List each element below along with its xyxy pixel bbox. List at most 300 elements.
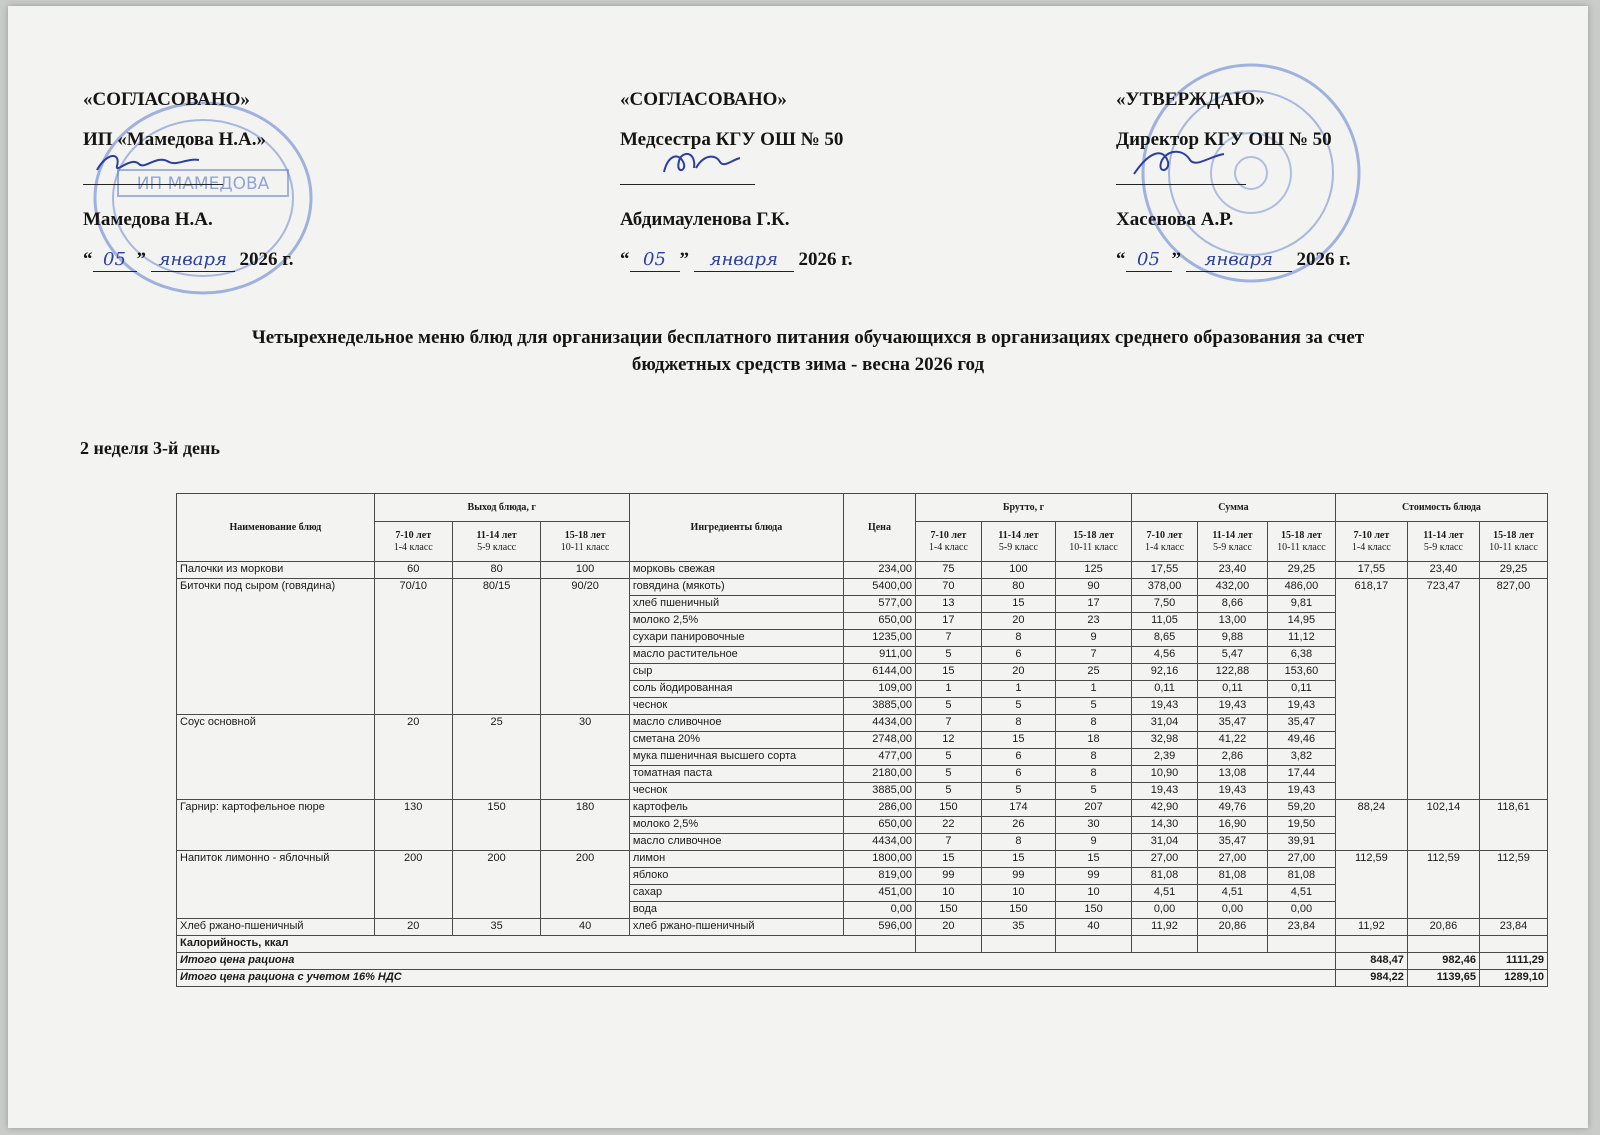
- ingredient-name: говядина (мякоть): [629, 579, 843, 596]
- empty-cell: [1055, 936, 1131, 953]
- sum-value: 81,08: [1197, 868, 1267, 885]
- sum-value: 11,12: [1267, 630, 1335, 647]
- brutto-value: 35: [981, 919, 1055, 936]
- empty-cell: [1335, 936, 1407, 953]
- table-row: [177, 919, 1548, 936]
- sum-value: 31,04: [1132, 715, 1198, 732]
- dish-cost: 20,86: [1407, 919, 1479, 936]
- sum-value: 19,43: [1132, 783, 1198, 800]
- total-value: 984,22: [1335, 970, 1407, 987]
- approval-block-2: [620, 80, 853, 280]
- brutto-value: 10: [981, 885, 1055, 902]
- sum-value: 432,00: [1197, 579, 1267, 596]
- approval-label: «УТВЕРЖДАЮ»: [1116, 89, 1265, 110]
- table-row: [177, 800, 1548, 817]
- sum-value: 0,11: [1267, 681, 1335, 698]
- calories-row: [177, 936, 1548, 953]
- ingredient-price: 4434,00: [843, 834, 915, 851]
- ingredient-price: 819,00: [843, 868, 915, 885]
- ingredient-name: соль йодированная: [629, 681, 843, 698]
- sum-value: 19,50: [1267, 817, 1335, 834]
- sum-value: 5,47: [1197, 647, 1267, 664]
- sum-value: 0,11: [1197, 681, 1267, 698]
- ingredient-name: картофель: [629, 800, 843, 817]
- sum-value: 41,22: [1197, 732, 1267, 749]
- signature-mark: [87, 144, 207, 180]
- sum-value: 153,60: [1267, 664, 1335, 681]
- age-range: 11-14 лет: [476, 529, 517, 541]
- dish-output: 40: [541, 919, 630, 936]
- brutto-value: 150: [915, 902, 981, 919]
- ingredient-name: масло сливочное: [629, 715, 843, 732]
- ingredient-name: хлеб ржано-пшеничный: [629, 919, 843, 936]
- approval-org: Директор КГУ ОШ № 50: [1116, 129, 1332, 150]
- brutto-value: 15: [981, 596, 1055, 613]
- sum-value: 27,00: [1132, 851, 1198, 868]
- sum-value: 59,20: [1267, 800, 1335, 817]
- brutto-value: 20: [981, 664, 1055, 681]
- class-range: 1-4 класс: [393, 541, 433, 553]
- ingredient-name: морковь свежая: [629, 562, 843, 579]
- brutto-value: 17: [915, 613, 981, 630]
- dish-name: Напиток лимонно - яблочный: [177, 851, 375, 919]
- ingredient-name: чеснок: [629, 698, 843, 715]
- table-row: [177, 579, 1548, 596]
- sum-value: 122,88: [1197, 664, 1267, 681]
- brutto-value: 90: [1055, 579, 1131, 596]
- header-output: Выход блюда, г: [374, 494, 629, 522]
- ingredient-price: 1800,00: [843, 851, 915, 868]
- date-month: января: [694, 249, 794, 272]
- sum-value: 31,04: [1132, 834, 1198, 851]
- brutto-value: 30: [1055, 817, 1131, 834]
- sum-value: 16,90: [1197, 817, 1267, 834]
- dish-output: 25: [452, 715, 541, 800]
- total-value: 1111,29: [1479, 953, 1547, 970]
- ingredient-name: хлеб пшеничный: [629, 596, 843, 613]
- approval-org: ИП «Мамедова Н.А.»: [83, 129, 267, 150]
- header-age-group: [541, 522, 630, 562]
- sum-value: 11,05: [1132, 613, 1198, 630]
- age-range: 11-14 лет: [998, 529, 1039, 541]
- dish-output: 130: [374, 800, 452, 851]
- class-range: 1-4 класс: [1351, 541, 1391, 553]
- ingredient-name: чеснок: [629, 783, 843, 800]
- approval-label: «СОГЛАСОВАНО»: [620, 89, 787, 110]
- brutto-value: 150: [915, 800, 981, 817]
- approval-label: «СОГЛАСОВАНО»: [83, 89, 250, 110]
- dish-cost: 11,92: [1335, 919, 1407, 936]
- dish-cost: 17,55: [1335, 562, 1407, 579]
- header-age-group: [1132, 522, 1198, 562]
- sum-value: 19,43: [1267, 783, 1335, 800]
- header-age-group: [1335, 522, 1407, 562]
- age-range: 11-14 лет: [1212, 529, 1253, 541]
- dish-output: 200: [452, 851, 541, 919]
- sum-value: 0,00: [1267, 902, 1335, 919]
- sum-value: 378,00: [1132, 579, 1198, 596]
- dish-cost: 88,24: [1335, 800, 1407, 851]
- age-range: 15-18 лет: [1073, 529, 1114, 541]
- class-range: 5-9 класс: [1212, 541, 1252, 553]
- ingredient-price: 650,00: [843, 613, 915, 630]
- quote-close: ”: [679, 249, 689, 270]
- ingredient-name: сыр: [629, 664, 843, 681]
- brutto-value: 9: [1055, 834, 1131, 851]
- brutto-value: 7: [915, 630, 981, 647]
- empty-cell: [915, 936, 981, 953]
- empty-cell: [981, 936, 1055, 953]
- dish-cost: 118,61: [1479, 800, 1547, 851]
- sum-value: 19,43: [1267, 698, 1335, 715]
- brutto-value: 5: [915, 783, 981, 800]
- header-age-group: [1267, 522, 1335, 562]
- brutto-value: 20: [981, 613, 1055, 630]
- brutto-value: 100: [981, 562, 1055, 579]
- sum-value: 0,00: [1197, 902, 1267, 919]
- ingredient-price: 2180,00: [843, 766, 915, 783]
- dish-output: 80: [452, 562, 541, 579]
- sum-value: 0,00: [1132, 902, 1198, 919]
- empty-cell: [1407, 936, 1479, 953]
- stamp-1-text: ИП МАМЕДОВА: [136, 174, 270, 194]
- ingredient-price: 451,00: [843, 885, 915, 902]
- sum-value: 9,88: [1197, 630, 1267, 647]
- header-ingredients: Ингредиенты блюда: [629, 494, 843, 562]
- dish-cost: 112,59: [1335, 851, 1407, 919]
- brutto-value: 5: [981, 698, 1055, 715]
- ingredient-price: 286,00: [843, 800, 915, 817]
- dish-cost: 112,59: [1479, 851, 1547, 919]
- dish-cost: 618,17: [1335, 579, 1407, 800]
- age-range: 15-18 лет: [1281, 529, 1322, 541]
- ingredient-price: 1235,00: [843, 630, 915, 647]
- table-row: [177, 851, 1548, 868]
- dish-output: 70/10: [374, 579, 452, 715]
- sum-value: 14,95: [1267, 613, 1335, 630]
- ingredient-name: сахар: [629, 885, 843, 902]
- sum-value: 0,11: [1132, 681, 1198, 698]
- total-row: [177, 953, 1548, 970]
- signature-line: [1116, 166, 1246, 185]
- calories-label: Калорийность, ккал: [177, 936, 916, 953]
- sum-value: 17,55: [1132, 562, 1198, 579]
- brutto-value: 15: [915, 851, 981, 868]
- header-dish: Наименование блюд: [177, 494, 375, 562]
- brutto-value: 10: [915, 885, 981, 902]
- sum-value: 35,47: [1197, 715, 1267, 732]
- age-range: 7-10 лет: [395, 529, 432, 541]
- ingredient-price: 234,00: [843, 562, 915, 579]
- quote-close: ”: [136, 249, 146, 270]
- ingredient-price: 477,00: [843, 749, 915, 766]
- date-day: 05: [630, 249, 680, 272]
- brutto-value: 80: [981, 579, 1055, 596]
- sum-value: 92,16: [1132, 664, 1198, 681]
- brutto-value: 99: [981, 868, 1055, 885]
- brutto-value: 150: [981, 902, 1055, 919]
- sum-value: 2,86: [1197, 749, 1267, 766]
- total-value: 982,46: [1407, 953, 1479, 970]
- brutto-value: 25: [1055, 664, 1131, 681]
- dish-cost: 29,25: [1479, 562, 1547, 579]
- sum-value: 2,39: [1132, 749, 1198, 766]
- sum-value: 81,08: [1267, 868, 1335, 885]
- total-vat-row: [177, 970, 1548, 987]
- ingredient-price: 2748,00: [843, 732, 915, 749]
- brutto-value: 5: [915, 698, 981, 715]
- brutto-value: 70: [915, 579, 981, 596]
- ingredient-price: 911,00: [843, 647, 915, 664]
- dish-name: Палочки из моркови: [177, 562, 375, 579]
- approval-org: Медсестра КГУ ОШ № 50: [620, 129, 844, 150]
- header-age-group: [1055, 522, 1131, 562]
- brutto-value: 8: [1055, 715, 1131, 732]
- brutto-value: 75: [915, 562, 981, 579]
- brutto-value: 15: [1055, 851, 1131, 868]
- sum-value: 19,43: [1197, 783, 1267, 800]
- sum-value: 35,47: [1197, 834, 1267, 851]
- dish-cost: 827,00: [1479, 579, 1547, 800]
- date-month: января: [151, 249, 235, 272]
- ingredient-name: сметана 20%: [629, 732, 843, 749]
- ingredient-price: 109,00: [843, 681, 915, 698]
- sum-value: 19,43: [1197, 698, 1267, 715]
- dish-output: 90/20: [541, 579, 630, 715]
- signature-line: [83, 166, 223, 185]
- ingredient-name: масло сливочное: [629, 834, 843, 851]
- total-label: Итого цена рациона с учетом 16% НДС: [177, 970, 1336, 987]
- brutto-value: 99: [915, 868, 981, 885]
- empty-cell: [1267, 936, 1335, 953]
- sum-value: 10,90: [1132, 766, 1198, 783]
- approval-name: Абдимауленова Г.К.: [620, 209, 790, 230]
- dish-output: 200: [374, 851, 452, 919]
- header-age-group: [1407, 522, 1479, 562]
- sum-value: 4,56: [1132, 647, 1198, 664]
- brutto-value: 150: [1055, 902, 1131, 919]
- class-range: 10-11 класс: [560, 541, 610, 553]
- document-sheet: [8, 6, 1588, 1128]
- sum-value: 49,76: [1197, 800, 1267, 817]
- ingredient-name: мука пшеничная высшего сорта: [629, 749, 843, 766]
- brutto-value: 8: [981, 715, 1055, 732]
- ingredient-price: 4434,00: [843, 715, 915, 732]
- dish-output: 35: [452, 919, 541, 936]
- dish-output: 150: [452, 800, 541, 851]
- ingredient-price: 0,00: [843, 902, 915, 919]
- brutto-value: 8: [1055, 749, 1131, 766]
- total-label: Итого цена рациона: [177, 953, 1336, 970]
- dish-output: 100: [541, 562, 630, 579]
- sum-value: 81,08: [1132, 868, 1198, 885]
- sum-value: 7,50: [1132, 596, 1198, 613]
- brutto-value: 5: [1055, 783, 1131, 800]
- approval-block-1: [83, 80, 294, 280]
- sum-value: 13,00: [1197, 613, 1267, 630]
- approval-name: Хасенова А.Р.: [1116, 209, 1234, 230]
- brutto-value: 13: [915, 596, 981, 613]
- brutto-value: 7: [1055, 647, 1131, 664]
- brutto-value: 5: [981, 783, 1055, 800]
- brutto-value: 1: [915, 681, 981, 698]
- ingredient-price: 650,00: [843, 817, 915, 834]
- class-range: 10-11 класс: [1489, 541, 1538, 553]
- signature-line: [620, 166, 755, 185]
- header-age-group: [1197, 522, 1267, 562]
- header-age-group: [374, 522, 452, 562]
- ingredient-price: 596,00: [843, 919, 915, 936]
- ingredient-name: томатная паста: [629, 766, 843, 783]
- sum-value: 4,51: [1132, 885, 1198, 902]
- quote-close: ”: [1171, 249, 1181, 270]
- table-row: [177, 562, 1548, 579]
- brutto-value: 20: [915, 919, 981, 936]
- dish-cost: 723,47: [1407, 579, 1479, 800]
- sum-value: 42,90: [1132, 800, 1198, 817]
- ingredient-name: молоко 2,5%: [629, 817, 843, 834]
- brutto-value: 174: [981, 800, 1055, 817]
- sum-value: 486,00: [1267, 579, 1335, 596]
- sum-value: 23,40: [1197, 562, 1267, 579]
- quote-open: “: [83, 249, 93, 270]
- approval-name: Мамедова Н.А.: [83, 209, 213, 230]
- date-year: 2026 г.: [239, 249, 294, 270]
- brutto-value: 8: [1055, 766, 1131, 783]
- brutto-value: 5: [915, 647, 981, 664]
- class-range: 1-4 класс: [928, 541, 968, 553]
- title-line-1: Четырехнедельное меню блюд для организации бесплатного питания обучающихся в организациях среднего образования за счет: [251, 327, 1365, 348]
- age-range: 7-10 лет: [1146, 529, 1183, 541]
- sum-value: 20,86: [1197, 919, 1267, 936]
- dish-output: 200: [541, 851, 630, 919]
- sum-value: 8,66: [1197, 596, 1267, 613]
- header-price: Цена: [843, 494, 915, 562]
- brutto-value: 207: [1055, 800, 1131, 817]
- ingredient-name: лимон: [629, 851, 843, 868]
- ingredient-price: 6144,00: [843, 664, 915, 681]
- age-range: 7-10 лет: [1353, 529, 1390, 541]
- dish-output: 30: [541, 715, 630, 800]
- sum-value: 49,46: [1267, 732, 1335, 749]
- dish-output: 20: [374, 715, 452, 800]
- empty-cell: [1197, 936, 1267, 953]
- brutto-value: 8: [981, 834, 1055, 851]
- menu-table: [176, 493, 1548, 987]
- brutto-value: 10: [1055, 885, 1131, 902]
- sum-value: 32,98: [1132, 732, 1198, 749]
- ingredient-price: 3885,00: [843, 783, 915, 800]
- date-day: 05: [93, 249, 137, 272]
- total-value: 848,47: [1335, 953, 1407, 970]
- title-line-2: бюджетных средств зима - весна 2026 год: [631, 354, 985, 375]
- brutto-value: 23: [1055, 613, 1131, 630]
- brutto-value: 1: [1055, 681, 1131, 698]
- ingredient-price: 577,00: [843, 596, 915, 613]
- empty-cell: [1479, 936, 1547, 953]
- document-title: [68, 324, 1548, 378]
- brutto-value: 8: [981, 630, 1055, 647]
- brutto-value: 17: [1055, 596, 1131, 613]
- age-range: 11-14 лет: [1423, 529, 1464, 541]
- date-month: января: [1186, 249, 1292, 272]
- sum-value: 9,81: [1267, 596, 1335, 613]
- sum-value: 27,00: [1197, 851, 1267, 868]
- signature-mark: [1120, 144, 1240, 180]
- dish-name: Гарнир: картофельное пюре: [177, 800, 375, 851]
- class-range: 10-11 класс: [1069, 541, 1118, 553]
- brutto-value: 6: [981, 749, 1055, 766]
- header-age-group: [1479, 522, 1547, 562]
- empty-cell: [1132, 936, 1198, 953]
- brutto-value: 5: [915, 766, 981, 783]
- brutto-value: 15: [981, 851, 1055, 868]
- brutto-value: 125: [1055, 562, 1131, 579]
- header-cost: Стоимость блюда: [1335, 494, 1547, 522]
- date-year: 2026 г.: [1296, 249, 1351, 270]
- ingredient-name: яблоко: [629, 868, 843, 885]
- dish-cost: 102,14: [1407, 800, 1479, 851]
- brutto-value: 7: [915, 834, 981, 851]
- brutto-value: 40: [1055, 919, 1131, 936]
- total-value: 1289,10: [1479, 970, 1547, 987]
- sum-value: 17,44: [1267, 766, 1335, 783]
- brutto-value: 99: [1055, 868, 1131, 885]
- class-range: 5-9 класс: [998, 541, 1038, 553]
- signature-mark: [624, 144, 744, 180]
- dish-output: 60: [374, 562, 452, 579]
- sum-value: 6,38: [1267, 647, 1335, 664]
- day-label: 2 неделя 3-й день: [80, 438, 220, 458]
- class-range: 1-4 класс: [1145, 541, 1185, 553]
- sum-value: 8,65: [1132, 630, 1198, 647]
- ingredient-name: сухари панировочные: [629, 630, 843, 647]
- sum-value: 27,00: [1267, 851, 1335, 868]
- age-range: 15-18 лет: [1493, 529, 1534, 541]
- sum-value: 11,92: [1132, 919, 1198, 936]
- header-sum: Сумма: [1132, 494, 1336, 522]
- class-range: 5-9 класс: [1423, 541, 1463, 553]
- total-value: 1139,65: [1407, 970, 1479, 987]
- quote-open: “: [620, 249, 630, 270]
- ingredient-name: вода: [629, 902, 843, 919]
- brutto-value: 15: [915, 664, 981, 681]
- brutto-value: 5: [1055, 698, 1131, 715]
- dish-cost: 23,40: [1407, 562, 1479, 579]
- ingredient-name: масло растительное: [629, 647, 843, 664]
- sum-value: 23,84: [1267, 919, 1335, 936]
- brutto-value: 18: [1055, 732, 1131, 749]
- sum-value: 29,25: [1267, 562, 1335, 579]
- brutto-value: 15: [981, 732, 1055, 749]
- brutto-value: 7: [915, 715, 981, 732]
- class-range: 10-11 класс: [1277, 541, 1326, 553]
- sum-value: 14,30: [1132, 817, 1198, 834]
- brutto-value: 6: [981, 647, 1055, 664]
- dish-name: Хлеб ржано-пшеничный: [177, 919, 375, 936]
- header-age-group: [915, 522, 981, 562]
- header-age-group: [981, 522, 1055, 562]
- brutto-value: 5: [915, 749, 981, 766]
- ingredient-price: 3885,00: [843, 698, 915, 715]
- brutto-value: 6: [981, 766, 1055, 783]
- brutto-value: 9: [1055, 630, 1131, 647]
- dish-output: 20: [374, 919, 452, 936]
- brutto-value: 22: [915, 817, 981, 834]
- dish-cost: 112,59: [1407, 851, 1479, 919]
- dish-name: Биточки под сыром (говядина): [177, 579, 375, 715]
- age-range: 15-18 лет: [564, 529, 606, 541]
